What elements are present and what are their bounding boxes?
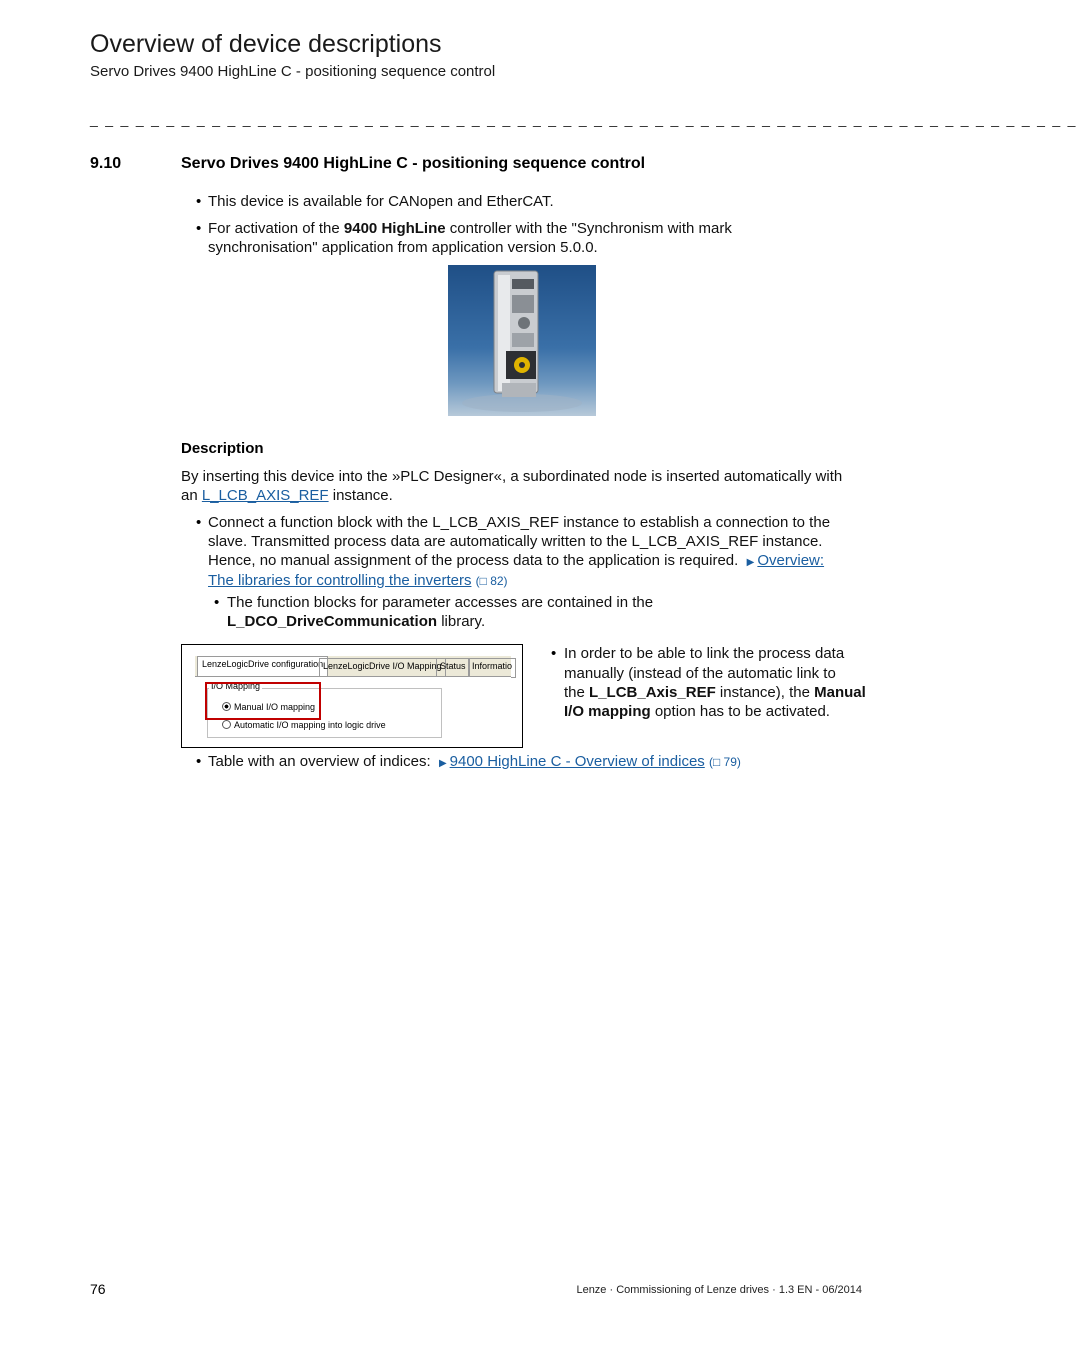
bullet-connect-line1: Connect a function block with the L_LCB_AXIS_REF instance to establish a connection to the [208,514,831,531]
bullet-connect-line3: Hence, no manual assignment of the process data to the application is required. ▶ Overview: [208,552,825,569]
servo-drive-photo [448,265,596,416]
libraries-overview-link-cont[interactable]: The libraries for controlling the inverters [208,572,472,589]
page-header-subtitle: Servo Drives 9400 HighLine C - positioning sequence control [90,63,496,80]
section-title: Servo Drives 9400 HighLine C - positioning sequence control [181,155,646,172]
page-ref-82[interactable]: (□ 82) [475,574,508,588]
page-ref-79[interactable]: (□ 79) [708,755,741,769]
page-number: 76 [90,1281,106,1297]
bullet-marker: • [551,645,557,662]
automatic-io-mapping-option[interactable]: Automatic I/O mapping into logic drive [222,720,386,730]
header-separator: _ _ _ _ _ _ _ _ _ _ _ _ _ _ _ _ _ _ _ _ _ _ _ _ _ _ _ _ _ _ _ _ _ _ _ _ _ _ _ _ _ _ _ _ _ _ _ _ _ _ _ _ _ _ _ _ _ _ _ _ _ _ _ _ _ [90,111,1077,127]
side-text-line3: the L_LCB_Axis_REF instance), the Manual [564,684,866,701]
side-text-line2: manually (instead of the automatic link to [564,665,836,682]
libraries-overview-link[interactable]: Overview: [757,552,825,569]
bullet-marker: • [196,193,202,210]
l-lcb-axis-ref-link[interactable]: L_LCB_AXIS_REF [201,487,329,504]
bullet-activation: For activation of the 9400 HighLine controller with the "Synchronism with mark [208,220,732,237]
io-mapping-group-label: I/O Mapping [211,681,261,691]
subbullet-function-blocks: The function blocks for parameter accesses are contained in the [227,594,654,611]
bullet-indices-table: Table with an overview of indices: ▶ 9400 HighLine C - Overview of indices (□ 79) [208,753,741,770]
description-heading: Description [181,440,264,457]
tab-io-mapping[interactable]: LenzeLogicDrive I/O Mapping [319,658,446,678]
bullet-activation-line2: synchronisation" application from application version 5.0.0. [208,239,598,256]
highlight-frame [205,682,321,720]
subbullet-library: L_DCO_DriveCommunication library. [227,613,486,630]
tab-information[interactable]: Informatio [468,658,516,678]
bullet-availability: This device is available for CANopen and EtherCAT. [208,193,554,210]
radio-unselected-icon[interactable] [222,720,231,729]
side-text-line1: In order to be able to link the process data [564,645,845,662]
page-header-title: Overview of device descriptions [90,30,442,58]
bullet-connect-line4 [208,571,508,592]
description-paragraph-line2: an L_LCB_AXIS_REF instance. [181,487,393,504]
bullet-marker: • [214,594,220,611]
servo-drive-illustration [448,265,596,416]
tab-status[interactable]: Status [436,658,470,678]
bullet-marker: • [196,753,202,770]
link-arrow-icon: ▶ [438,758,447,769]
bullet-marker: • [196,514,202,531]
tab-configuration[interactable]: LenzeLogicDrive configuration [197,656,328,677]
link-arrow-icon: ▶ [746,557,755,568]
dialog-panel [195,656,511,735]
bullet-connect-line2: slave. Transmitted process data are automatically written to the L_LCB_AXIS_REF instance. [208,533,823,550]
side-text-line4: I/O mapping option has to be activated. [564,703,830,720]
section-number: 9.10 [90,155,122,172]
overview-of-indices-link[interactable]: 9400 HighLine C - Overview of indices [449,753,705,770]
bullet-marker: • [196,220,202,237]
io-mapping-screenshot [181,644,523,748]
manual-io-mapping-option[interactable]: Manual I/O mapping [222,702,315,712]
footer-doc-info: Lenze · Commissioning of Lenze drives · 1.3 EN - 06/2014 [576,1284,862,1296]
description-paragraph: By inserting this device into the »PLC Designer«, a subordinated node is inserted automatically with [181,468,843,485]
